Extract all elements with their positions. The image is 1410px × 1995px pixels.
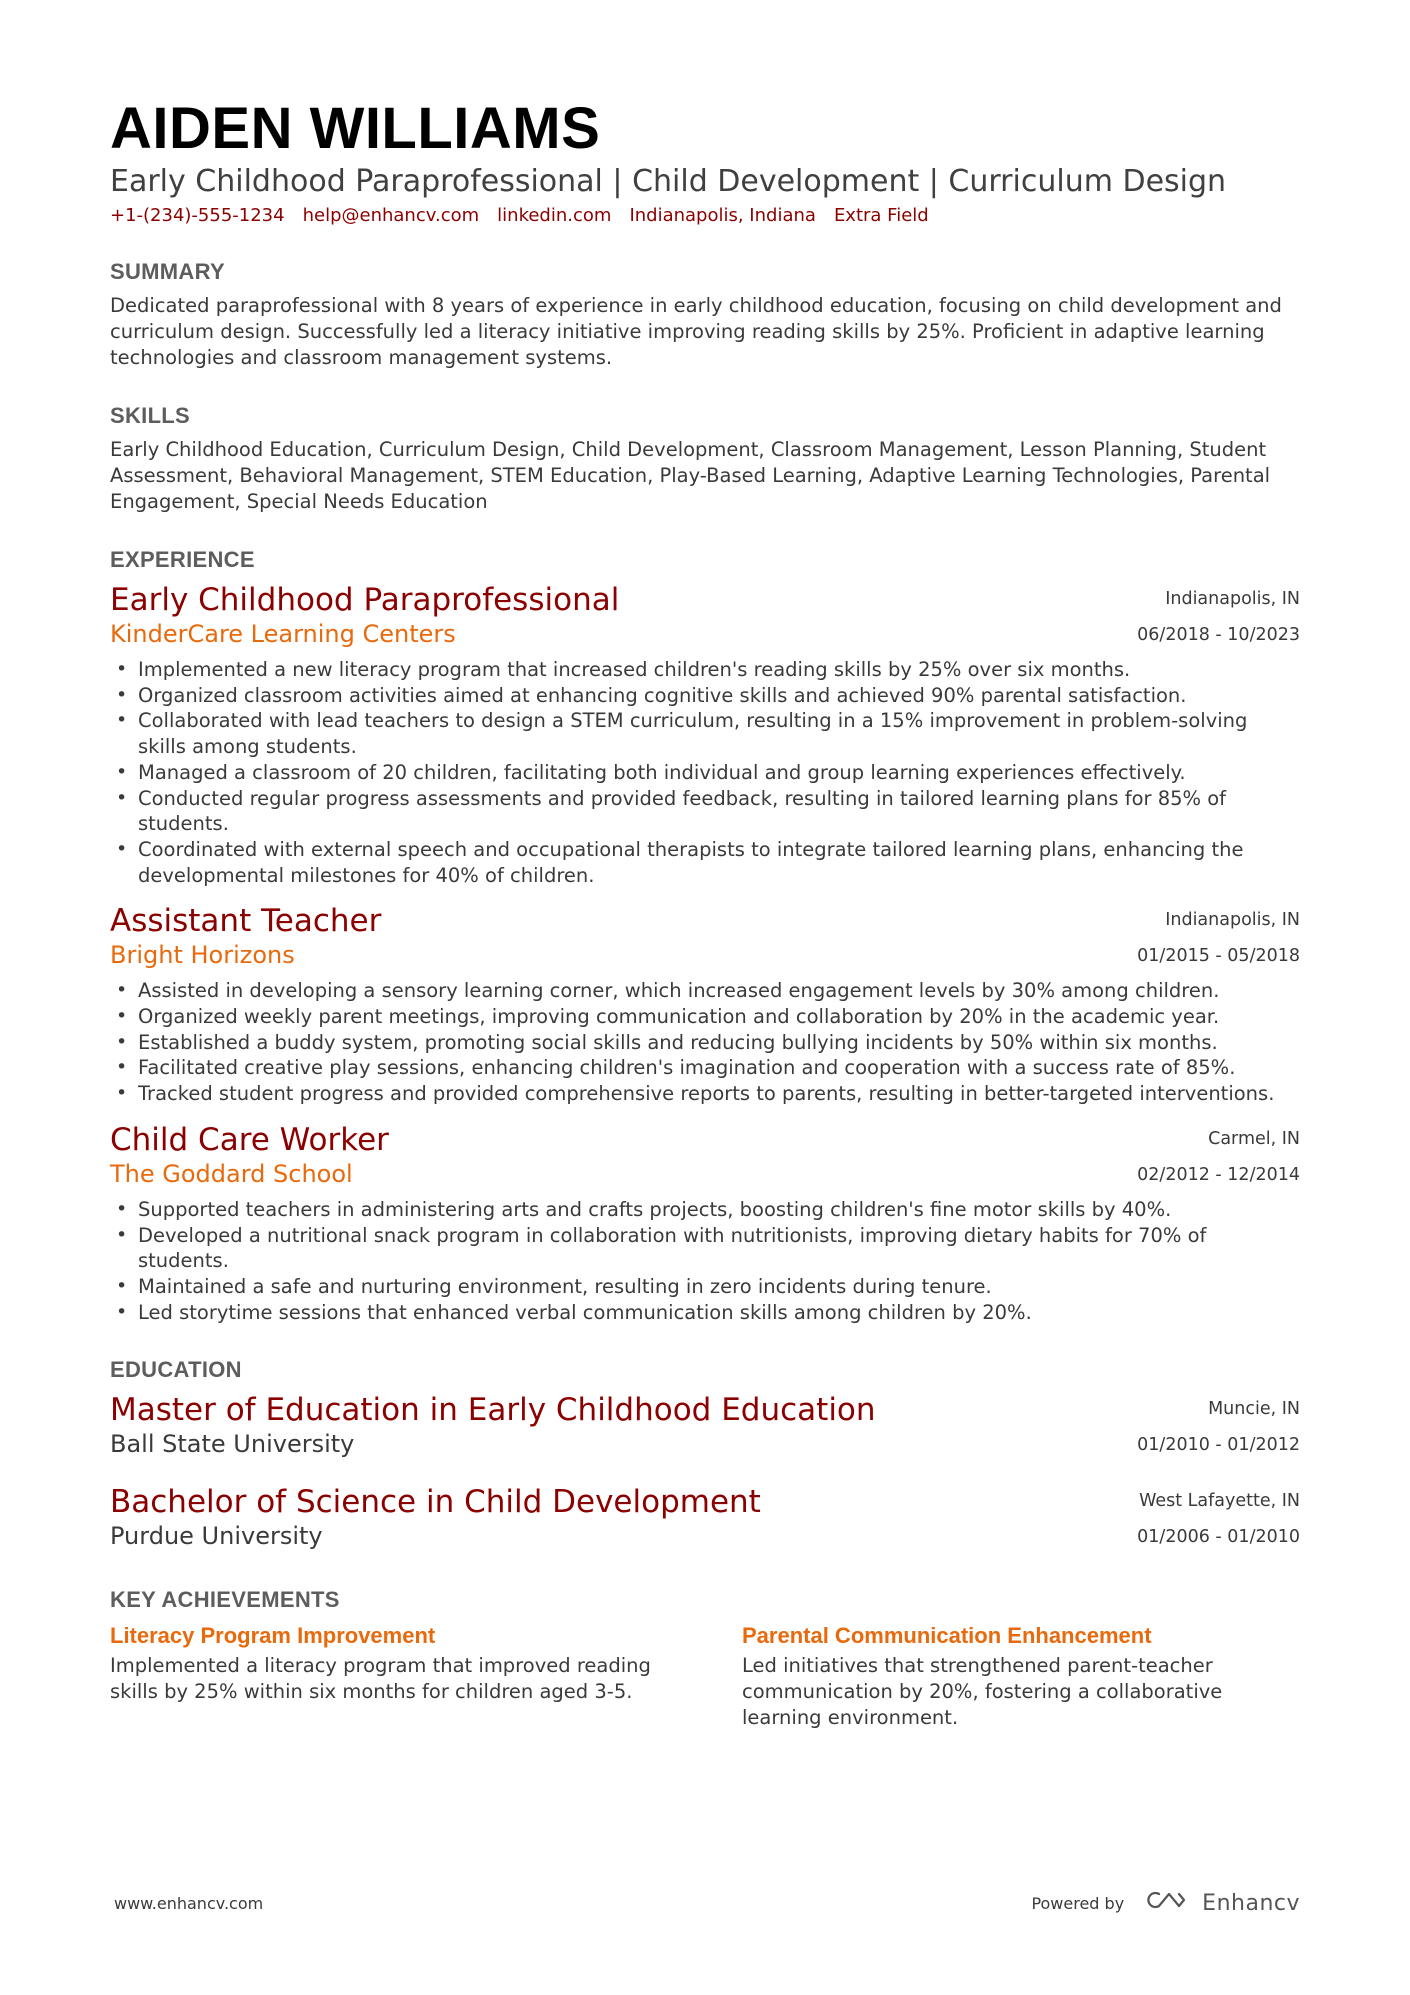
candidate-name: AIDEN WILLIAMS: [110, 96, 601, 161]
skills-section: [110, 401, 1300, 515]
experience-entry-meta: [1137, 581, 1300, 653]
education-section: [110, 1355, 1300, 1555]
achievement-item: [742, 1621, 1298, 1730]
experience-entry: [110, 581, 1300, 888]
bullet-item: • Conducted regular progress assessments and provided feedback, resulting in tailored learning plans for 85% of students.: [110, 786, 1300, 837]
bullet-item: • Organized weekly parent meetings, improving communication and collaboration by 20% in the academic year.: [110, 1004, 1300, 1030]
resume-header: [110, 95, 1300, 229]
section-title-education: EDUCATION: [110, 1357, 242, 1383]
achievements-section: [110, 1585, 1300, 1730]
bullet-item: • Tracked student progress and provided comprehensive reports to parents, resulting in better-targeted interventions.: [110, 1081, 1300, 1107]
experience-section: [110, 545, 1300, 1325]
education-entry-meta: [1137, 1483, 1300, 1555]
school-name: Ball State University: [110, 1430, 355, 1459]
experience-entry-meta: [1137, 902, 1300, 974]
achievement-description: Led initiatives that strengthened parent-teacher communication by 20%, fostering a collaborative learning environment.: [742, 1654, 1223, 1729]
education-entry-head: [110, 1391, 1300, 1463]
contact-location: Indianapolis, Indiana: [629, 205, 816, 226]
company-name: Bright Horizons: [110, 941, 295, 970]
school-location: Muncie, IN: [1208, 1399, 1300, 1420]
job-title: Early Childhood Paraprofessional: [110, 582, 620, 618]
bullet-item: • Maintained a safe and nurturing environment, resulting in zero incidents during tenure.: [110, 1274, 1300, 1300]
education-entry-meta: [1137, 1391, 1300, 1463]
company-name: The Goddard School: [110, 1159, 353, 1188]
experience-entry: [110, 1121, 1300, 1326]
experience-entry-left: [110, 581, 619, 649]
bullet-item: • Coordinated with external speech and occupational therapists to integrate tailored learning plans, enhancing the developmental milestones for 40% of children.: [110, 837, 1300, 888]
job-dates: 02/2012 - 12/2014: [1137, 1164, 1300, 1185]
education-entry-left: [110, 1391, 876, 1459]
page-footer: [114, 1888, 1300, 1918]
experience-entry-left: [110, 902, 381, 970]
achievement-title: Parental Communication Enhancement: [742, 1623, 1152, 1649]
job-location: Indianapolis, IN: [1165, 589, 1300, 609]
bullet-item: • Managed a classroom of 20 children, facilitating both individual and group learning experiences effectively.: [110, 760, 1300, 786]
resume-page: [110, 95, 1300, 1730]
experience-entry-head: [110, 581, 1300, 653]
bullet-item: • Implemented a new literacy program that increased children's reading skills by 25% over six months.: [110, 657, 1300, 683]
degree-title: Bachelor of Science in Child Development: [110, 1484, 761, 1521]
enhancv-brand[interactable]: [1146, 1888, 1300, 1918]
bullet-item: • Facilitated creative play sessions, enhancing children's imagination and cooperation with a success rate of 85%.: [110, 1055, 1300, 1081]
education-dates: 01/2010 - 01/2012: [1137, 1435, 1300, 1456]
job-bullets: [110, 657, 1300, 888]
achievement-item: [110, 1621, 666, 1730]
section-title-summary: SUMMARY: [110, 259, 225, 284]
contact-linkedin[interactable]: linkedin.com: [497, 205, 612, 226]
education-entry: [110, 1483, 1300, 1555]
job-title: Assistant Teacher: [110, 903, 382, 940]
contact-extra-field: Extra Field: [833, 205, 929, 226]
bullet-item: • Assisted in developing a sensory learning corner, which increased engagement levels by 30% among children.: [110, 978, 1300, 1004]
experience-entry: [110, 902, 1300, 1107]
achievement-title: Literacy Program Improvement: [110, 1623, 436, 1649]
job-dates: 06/2018 - 10/2023: [1137, 625, 1300, 645]
bullet-item: • Collaborated with lead teachers to design a STEM curriculum, resulting in a 15% improvement in problem-solving skills among students.: [110, 708, 1300, 759]
school-name: Purdue University: [110, 1522, 323, 1551]
section-title-achievements: KEY ACHIEVEMENTS: [110, 1587, 340, 1613]
degree-title: Master of Education in Early Childhood Education: [110, 1392, 876, 1429]
experience-entry-meta: [1137, 1121, 1300, 1193]
section-title-skills: SKILLS: [110, 403, 191, 428]
section-title-experience: EXPERIENCE: [110, 547, 255, 572]
job-title: Child Care Worker: [110, 1121, 389, 1158]
brand-name: Enhancv: [1202, 1890, 1300, 1916]
education-entry: [110, 1391, 1300, 1463]
summary-section: [110, 257, 1300, 371]
bullet-item: • Developed a nutritional snack program in collaboration with nutritionists, improving dietary habits for 70% of students.: [110, 1223, 1300, 1274]
education-entry-head: [110, 1483, 1300, 1555]
education-entry-left: [110, 1483, 761, 1551]
footer-url[interactable]: www.enhancv.com: [114, 1893, 264, 1913]
bullet-item: • Established a buddy system, promoting social skills and reducing bullying incidents by 50% within six months.: [110, 1030, 1300, 1056]
achievements-grid: [110, 1621, 1300, 1730]
job-dates: 01/2015 - 05/2018: [1137, 946, 1300, 967]
candidate-headline: Early Childhood Paraprofessional | Child Development | Curriculum Design: [110, 164, 1227, 199]
contact-list: [110, 203, 1300, 229]
education-dates: 01/2006 - 01/2010: [1137, 1527, 1300, 1548]
job-bullets: [110, 978, 1300, 1107]
bullet-item: • Organized classroom activities aimed at enhancing cognitive skills and achieved 90% parental satisfaction.: [110, 683, 1300, 709]
contact-phone[interactable]: +1-(234)-555-1234: [110, 205, 285, 226]
footer-branding: [1031, 1888, 1300, 1918]
experience-entry-left: [110, 1121, 389, 1189]
powered-by-label: Powered by: [1031, 1893, 1125, 1913]
experience-entry-head: [110, 1121, 1300, 1193]
contact-email[interactable]: help@enhancv.com: [302, 205, 480, 226]
bullet-item: • Supported teachers in administering arts and crafts projects, boosting children's fine motor skills by 40%.: [110, 1197, 1300, 1223]
experience-entry-head: [110, 902, 1300, 974]
company-name: KinderCare Learning Centers: [110, 620, 456, 648]
job-bullets: [110, 1197, 1300, 1326]
skills-text: Early Childhood Education, Curriculum Design, Child Development, Classroom Management, Lesson Planning, Student Assessment, Behavioral Management, STEM Education, Play-Based Learning, Adaptive Learning Technologies, Parental Engagement, Special Needs Education: [110, 438, 1271, 513]
summary-text: Dedicated paraprofessional with 8 years of experience in early childhood education, focusing on child development and curriculum design. Successfully led a literacy initiative improving reading skills by 25%. Proficient in adaptive learning technologies and classroom management systems.: [110, 294, 1282, 369]
job-location: Carmel, IN: [1208, 1128, 1300, 1149]
job-location: Indianapolis, IN: [1165, 910, 1300, 931]
school-location: West Lafayette, IN: [1139, 1491, 1300, 1512]
achievement-description: Implemented a literacy program that improved reading skills by 25% within six months for children aged 3-5.: [110, 1654, 651, 1704]
bullet-item: • Led storytime sessions that enhanced verbal communication skills among children by 20%.: [110, 1300, 1300, 1326]
enhancv-logo-icon: [1146, 1888, 1192, 1918]
